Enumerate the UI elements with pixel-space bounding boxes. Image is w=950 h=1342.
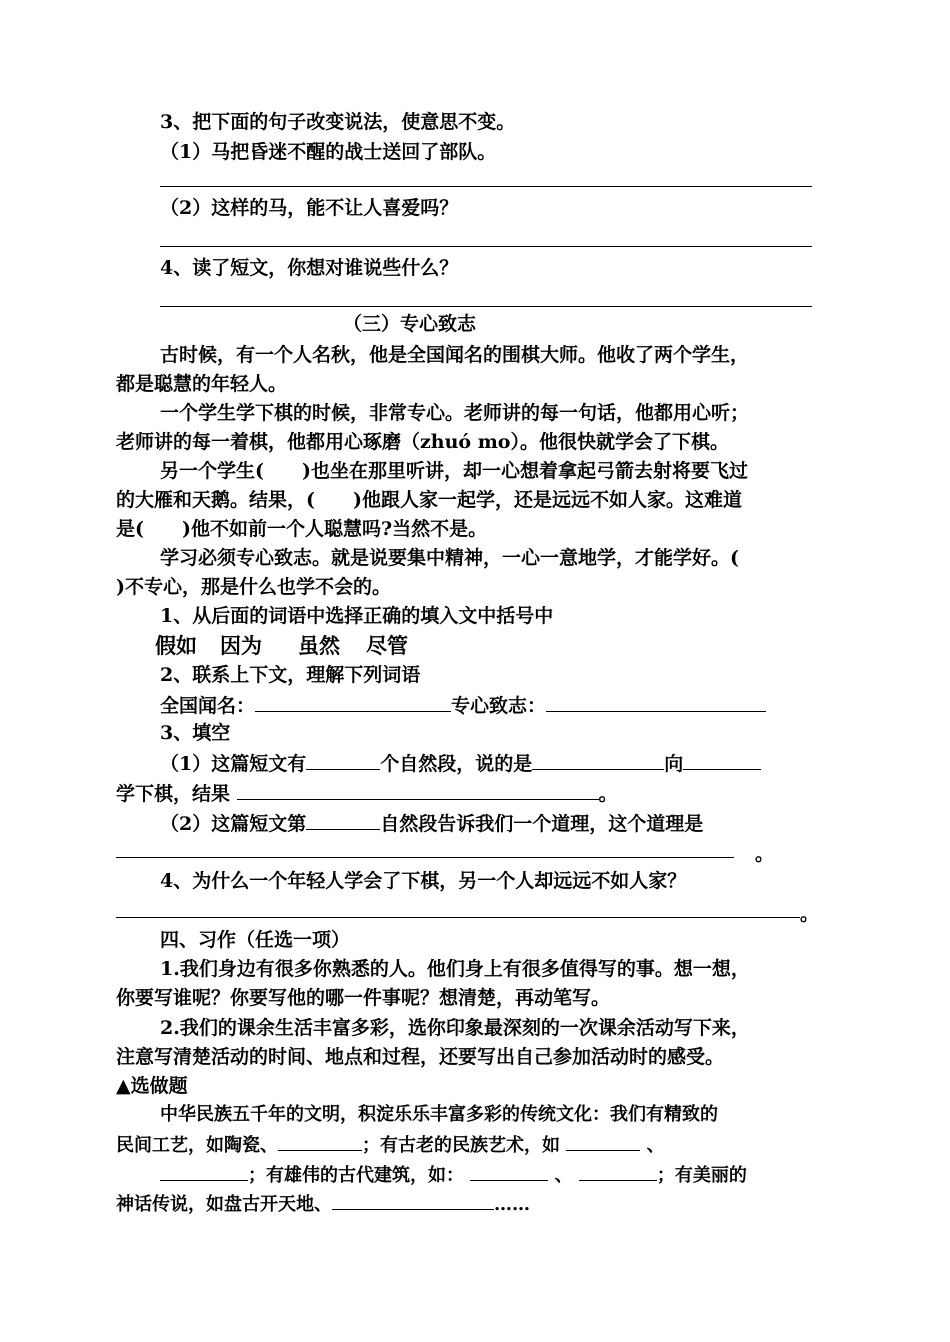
word-choice: 假如: [155, 633, 197, 658]
paragraph-line: 一个学生学下棋的时候，非常专心。老师讲的每一句话，他都用心听；: [160, 402, 750, 424]
question-1: 1、从后面的词语中选择正确的填入文中括号中: [160, 605, 554, 627]
answer-blank[interactable]: [160, 1160, 248, 1181]
composition-option: 你要写谁呢？你要写他的哪一件事呢？想清楚，再动笔写。: [116, 987, 611, 1009]
optional-text: ；有古老的民族艺术，如: [362, 1135, 560, 1156]
optional-text: ；有美丽的: [656, 1165, 747, 1186]
optional-text: 民间工艺，如陶瓷、: [116, 1135, 278, 1156]
q3-rewrite: 3、把下面的句子改变说法，使意思不变。: [160, 111, 516, 133]
answer-blank[interactable]: [255, 691, 451, 712]
question-3: 3、填空: [160, 722, 231, 744]
answer-blank[interactable]: [470, 1160, 548, 1181]
paragraph-line: 的大雁和天鹅。结果，( )他跟人家一起学，还是远远不如人家。这难道: [116, 489, 742, 511]
answer-line[interactable]: [116, 917, 800, 918]
answer-line[interactable]: [160, 186, 812, 187]
word-choice: 虽然: [298, 633, 340, 658]
fill-text: （1）这篇短文有: [160, 753, 307, 775]
paragraph-line: 是( )他不如前一个人聪慧吗?当然不是。: [116, 518, 488, 540]
optional-text: 、: [554, 1165, 573, 1186]
answer-blank[interactable]: [332, 1189, 494, 1210]
q3-sentence-2: （2）这样的马，能不让人喜爱吗？: [160, 197, 459, 219]
paragraph-line: 另一个学生( )也坐在那里听讲，却一心想着拿起弓箭去射将要飞过: [160, 460, 748, 482]
composition-option: 注意写清楚活动的时间、地点和过程，还要写出自己参加活动时的感受。: [116, 1046, 725, 1068]
fill-text: 自然段告诉我们一个道理，这个道理是: [380, 813, 704, 835]
answer-blank[interactable]: [566, 1130, 640, 1151]
answer-blank[interactable]: [237, 779, 599, 800]
answer-blank[interactable]: [532, 749, 664, 770]
optional-heading: ▲选做题: [116, 1075, 188, 1097]
paragraph-line: )不专心，那是什么也学不会的。: [116, 576, 391, 598]
optional-line: 中华民族五千年的文明，积淀乐乐丰富多彩的传统文化：我们有精致的: [160, 1104, 718, 1125]
answer-line[interactable]: [116, 857, 734, 858]
optional-line: [116, 1189, 530, 1219]
composition-option: 1.我们身边有很多你熟悉的人。他们身上有很多值得写的事。想一想，: [160, 958, 750, 980]
term-label: 全国闻名：: [160, 695, 256, 717]
period: 。: [800, 903, 820, 925]
paragraph-line: 都是聪慧的年轻人。: [116, 373, 288, 395]
fill-text: 学下棋，结果: [116, 783, 231, 805]
paragraph-line: 学习必须专心致志。就是说要集中精神，一心一意地学，才能学好。(: [160, 547, 739, 569]
answer-blank[interactable]: [579, 1160, 657, 1181]
optional-text: ；有雄伟的古代建筑，如：: [248, 1165, 464, 1186]
paragraph-line: 古时候，有一个人名秋，他是全国闻名的围棋大师。他收了两个学生，: [160, 344, 750, 366]
answer-blank[interactable]: [278, 1130, 362, 1151]
q4-reflection: 4、读了短文，你想对谁说些什么？: [160, 257, 459, 279]
term-label: 专心致志：: [451, 695, 547, 717]
fill-text: 向: [664, 753, 684, 775]
question-4: 4、为什么一个年轻人学会了下棋，另一个人却远远不如人家？: [160, 870, 687, 892]
optional-text: 、: [646, 1135, 665, 1156]
period: 。: [755, 843, 775, 865]
composition-heading: 四、习作（任选一项）: [160, 929, 351, 951]
optional-line: [116, 1130, 665, 1160]
answer-blank[interactable]: [546, 691, 766, 712]
fill-line: [160, 809, 703, 838]
answer-line[interactable]: [160, 246, 812, 247]
fill-text: 。: [598, 783, 618, 805]
q3-sentence-1: （1）马把昏迷不醒的战士送回了部队。: [160, 141, 497, 163]
optional-text: 神话传说，如盘古开天地、: [116, 1194, 332, 1215]
composition-option: 2.我们的课余生活丰富多彩，选你印象最深刻的一次课余活动写下来，: [160, 1017, 750, 1039]
answer-line[interactable]: [160, 306, 812, 307]
passage-title: （三）专心致志: [343, 313, 477, 335]
answer-blank[interactable]: [306, 809, 380, 830]
word-choice: 尽管: [366, 633, 408, 658]
fill-line: [116, 779, 618, 808]
term-line: [160, 691, 766, 720]
fill-text: （2）这篇短文第: [160, 813, 307, 835]
paragraph-line: 老师讲的每一着棋，他都用心琢磨（zhuó mo）。他很快就学会了下棋。: [116, 431, 729, 453]
optional-line: [160, 1160, 747, 1190]
fill-line: [160, 749, 761, 778]
answer-blank[interactable]: [306, 749, 380, 770]
word-choice: 因为: [220, 633, 262, 658]
answer-blank[interactable]: [683, 749, 761, 770]
fill-text: 个自然段，说的是: [380, 753, 533, 775]
optional-text: ……: [494, 1194, 530, 1215]
question-2: 2、联系上下文，理解下列词语: [160, 664, 421, 686]
